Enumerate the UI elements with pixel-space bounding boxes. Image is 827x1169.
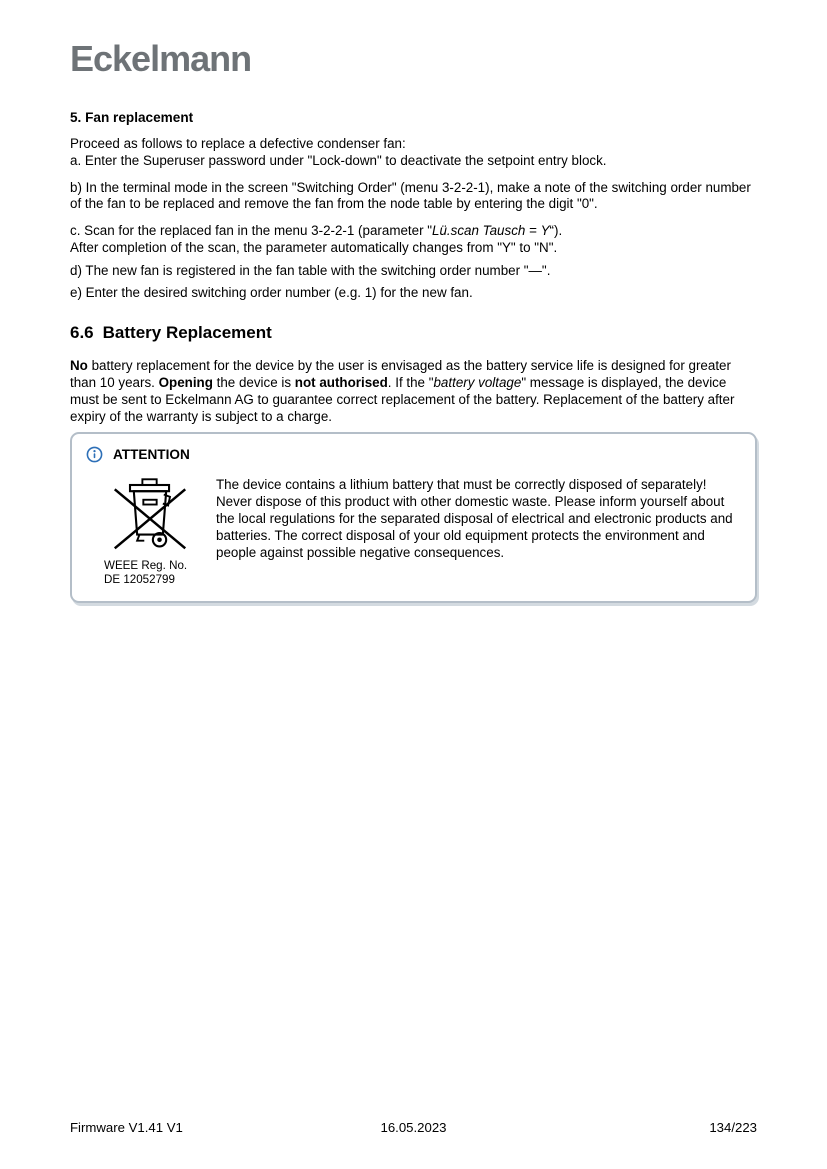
weee-block (102, 475, 200, 587)
attention-body-text: The device contains a lithium battery that must be correctly disposed of separately! Never dispose of this product with other domestic waste. Please inform yourself about the local regulations for the separated disposal of electrical and electronic products and batteries. The correct disposal of your old equipment protects the environment and people against possible negative consequences. (216, 476, 733, 561)
fan-step-b-paragraph: b) In the terminal mode in the screen "Switching Order" (menu 3-2-2-1), make a note of the switching order number of the fan to be replaced and remove the fan from the node table by entering the digit "0". (70, 179, 751, 212)
heading-section-title: Battery Replacement (102, 323, 272, 343)
weee-reg-label: WEEE Reg. No. (104, 558, 188, 572)
fan-step-ab-paragraph: Proceed as follows to replace a defective condenser fan: a. Enter the Superuser password under "Lock-down" to deactivate the setpoint entry block. (70, 136, 607, 168)
attention-title: ATTENTION (113, 446, 190, 462)
fan-replacement-heading: 5. Fan replacement (70, 110, 194, 125)
page-footer (70, 1120, 757, 1136)
info-icon (86, 446, 103, 463)
weee-reg-number: DE 12052799 (104, 572, 175, 586)
fan-step-e-paragraph: e) Enter the desired switching order number (e.g. 1) for the new fan. (70, 284, 473, 300)
fan-step-d-paragraph: d) The new fan is registered in the fan table with the switching order number "—". (70, 262, 551, 278)
attention-content (86, 475, 741, 587)
fan-step-c-paragraph: c. Scan for the replaced fan in the menu 3-2-2-1 (parameter "Lü.scan Tausch = Y“). After completion of the scan, the parameter automatically changes from "Y" to "N". (70, 223, 563, 255)
page-content (70, 0, 757, 603)
footer-date: 16.05.2023 (380, 1120, 447, 1135)
weee-registration-caption (104, 559, 200, 587)
footer-page-number: 134/223 (709, 1120, 757, 1135)
battery-intro-paragraph: No battery replacement for the device by the user is envisaged as the battery service life is designed for greater than 10 years. Opening the device is not authorised. If the "battery voltage" message is displayed, the device must be sent to Eckelmann AG to guarantee correct replacement of the battery. Replacement of the battery after expiry of the warranty is subject to a charge. (70, 358, 735, 424)
battery-replacement-heading (70, 322, 757, 343)
attention-box (70, 432, 757, 603)
attention-header (86, 446, 741, 463)
weee-crossed-out-bin-icon (110, 475, 190, 555)
footer-firmware-version: Firmware V1.41 V1 (70, 1120, 183, 1135)
heading-section-number: 6.6 (70, 323, 94, 343)
eckelmann-logo: Eckelmann (70, 38, 252, 79)
